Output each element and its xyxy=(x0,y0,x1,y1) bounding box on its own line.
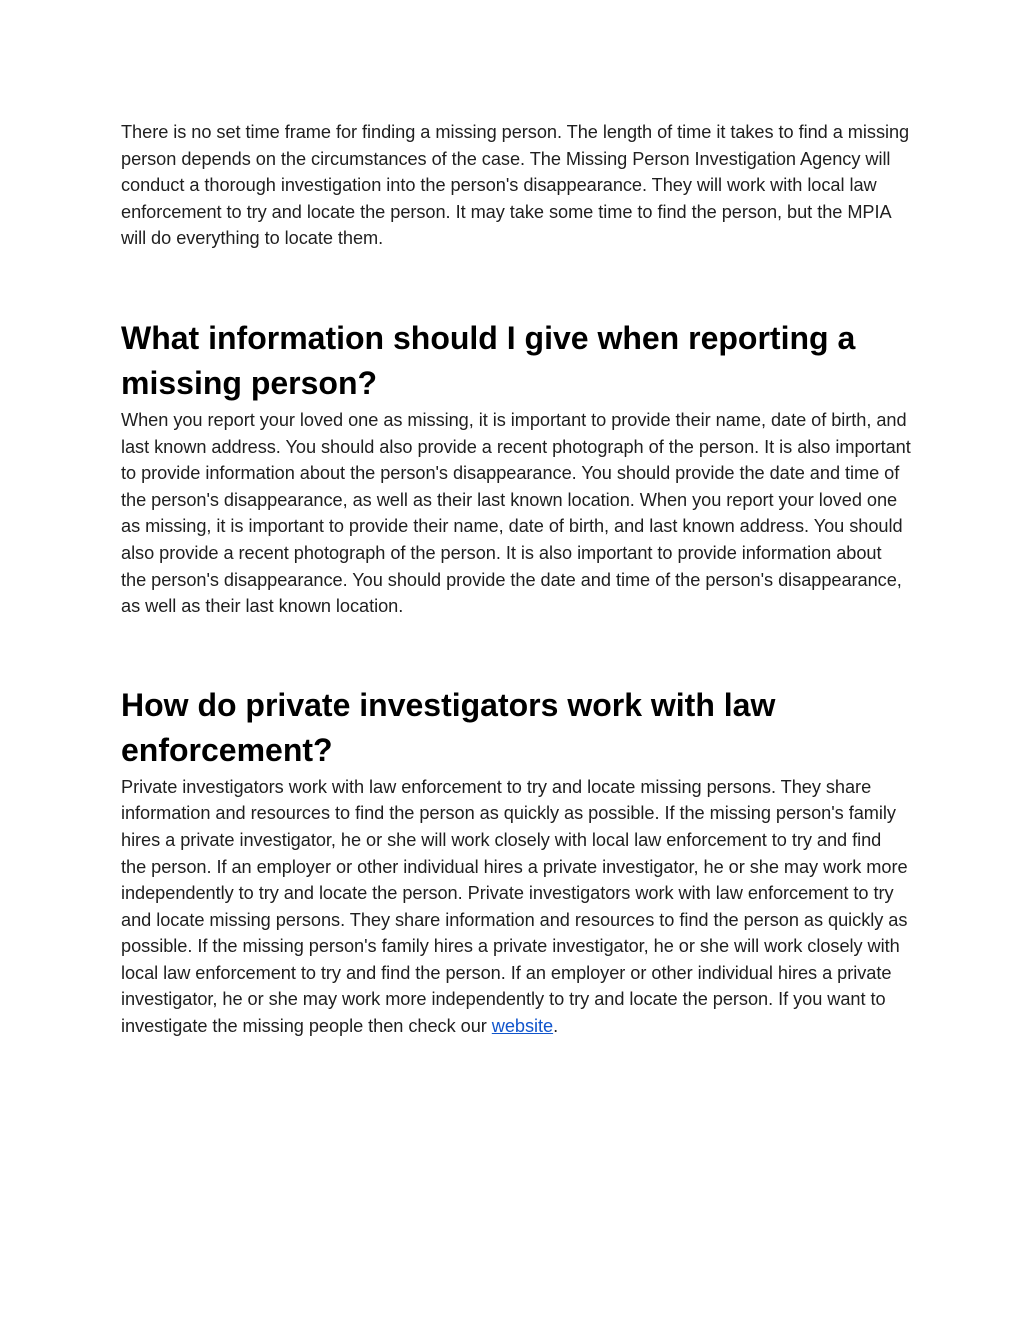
investigators-paragraph xyxy=(121,774,911,1040)
investigators-paragraph-text: Private investigators work with law enforcement to try and locate missing persons. They share information and resources to find the person as quickly as possible. If the missing person's family hires a private investigator, he or she will work closely with local law enforcement to try and find the person. If an employer or other individual hires a private investigator, he or she may work more independently to try and locate the person. Private investigators work with law enforcement to try and locate missing persons. They share information and resources to find the person as quickly as possible. If the missing person's family hires a private investigator, he or she will work closely with local law enforcement to try and find the person. If an employer or other individual hires a private investigator, he or she may work more independently to try and locate the person. If you want to investigate the missing people then check our xyxy=(121,776,908,1037)
section-heading-investigators: How do private investigators work with law enforcement? xyxy=(121,686,776,768)
document-page xyxy=(121,119,911,1040)
intro-paragraph: There is no set time frame for finding a missing person. The length of time it takes to find a missing person depends on the circumstances of the case. The Missing Person Investigation Agency will conduct a thorough investigation into the person's disappearance. They will work with local law enforcement to try and locate the person. It may take some time to find the person, but the MPIA will do everything to locate them. xyxy=(121,122,910,249)
section-heading-reporting: What information should I give when reporting a missing person? xyxy=(121,319,856,401)
reporting-paragraph: When you report your loved one as missing, it is important to provide their name, date of birth, and last known address. You should also provide a recent photograph of the person. It is also important to provide information about the person's disappearance. You should provide the date and time of the person's disappearance, as well as their last known location. When you report your loved one as missing, it is important to provide their name, date of birth, and last known address. You should also provide a recent photograph of the person. It is also important to provide information about the person's disappearance. You should provide the date and time of the person's disappearance, as well as their last known location. xyxy=(121,409,911,617)
website-link[interactable]: website xyxy=(491,1016,554,1037)
paragraph-period: . xyxy=(553,1016,559,1037)
